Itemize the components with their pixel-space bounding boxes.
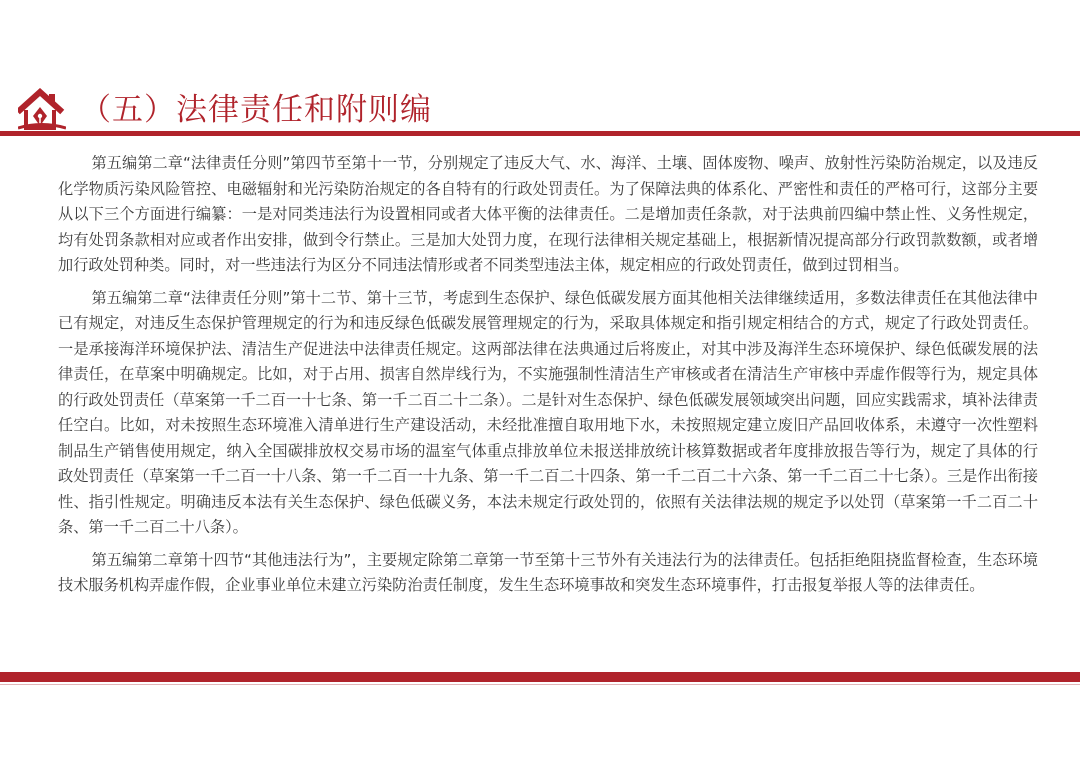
paragraph-1: 第五编第二章“法律责任分则”第四节至第十一节，分别规定了违反大气、水、海洋、土壤、固体废物、噪声、放射性污染防治规定，以及违反化学物质污染风险管控、电磁辐射和光污染防治规定的各自特有的行政处罚责任。为了保障法典的体系化、严密性和责任的严格可行，这部分主要从以下三个方面进行编纂：一是对同类违法行为设置相同或者大体平衡的法律责任。二是增加责任条款，对于法典前四编中禁止性、义务性规定，均有处罚条款相对应或者作出安排，做到令行禁止。三是加大处罚力度，在现行法律相关规定基础上，根据新情况提高部分行政罚款数额，或者增加行政处罚种类。同时，对一些违法行为区分不同违法情形或者不同类型违法主体，规定相应的行政处罚责任，做到过罚相当。 [58, 154, 1038, 274]
house-pen-icon [18, 88, 66, 130]
footer-divider [0, 684, 1080, 685]
title-divider [0, 131, 1080, 136]
footer-bar [0, 672, 1080, 682]
paragraph-3: 第五编第二章第十四节“其他违法行为”，主要规定除第二章第一节至第十三节外有关违法行为的法律责任。包括拒绝阻挠监督检查，生态环境技术服务机构弄虚作假，企业事业单位未建立污染防治责任制度，发生生态环境事故和突发生态环境事件，打击报复举报人等的法律责任。 [58, 550, 1038, 594]
body-text [58, 151, 1038, 606]
paragraph-2: 第五编第二章“法律责任分则”第十二节、第十三节，考虑到生态保护、绿色低碳发展方面其他相关法律继续适用，多数法律责任在其他法律中已有规定，对违反生态保护管理规定的行为和违反绿色低碳发展管理规定的行为，采取具体规定和指引规定相结合的方式，规定了行政处罚责任。一是承接海洋环境保护法、清洁生产促进法中法律责任规定。这两部法律在法典通过后将废止，对其中涉及海洋生态环境保护、绿色低碳发展的法律责任，在草案中明确规定。比如，对于占用、损害自然岸线行为，不实施强制性清洁生产审核或者在清洁生产审核中弄虚作假等行为，规定具体的行政处罚责任（草案第一千二百一十七条、第一千二百二十二条）。二是针对生态保护、绿色低碳发展领域突出问题，回应实践需求，填补法律责任空白。比如，对未按照生态环境准入清单进行生产建设活动，未经批准擅自取用地下水，未按照规定建立废旧产品回收体系，未遵守一次性塑料制品生产销售使用规定，纳入全国碳排放权交易市场的温室气体重点排放单位未报送排放统计核算数据或者年度排放报告等行为，规定了具体的行政处罚责任（草案第一千二百一十八条、第一千二百一十九条、第一千二百二十四条、第一千二百二十六条、第一千二百二十七条）。三是作出衔接性、指引性规定。明确违反本法有关生态保护、绿色低碳义务，本法未规定行政处罚的，依照有关法律法规的规定予以处罚（草案第一千二百二十条、第一千二百二十八条）。 [58, 288, 1038, 536]
page-title: （五）法律责任和附则编 [80, 92, 432, 128]
